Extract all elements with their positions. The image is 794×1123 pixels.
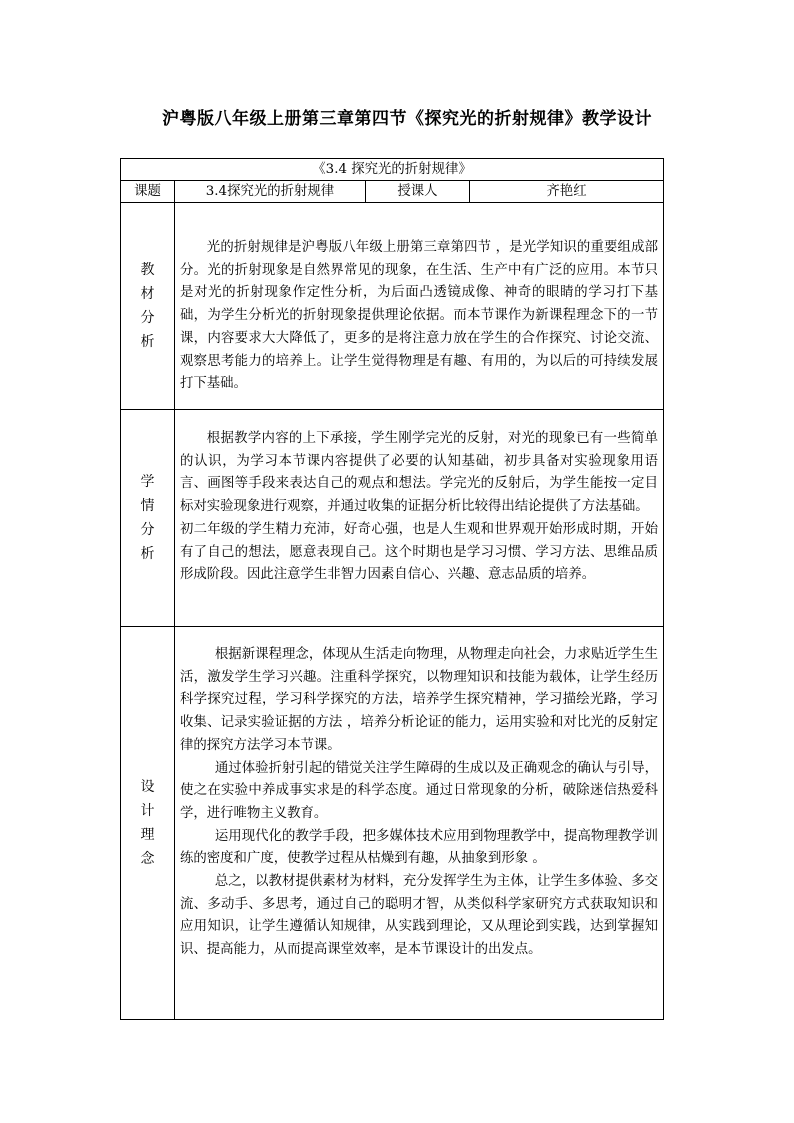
section-row-design-concept [121,627,664,1020]
section-label-textbook-analysis [121,203,175,410]
paragraph: 光的折射规律是沪粤版八年级上册第三章第四节 ，是光学知识的重要组成部分。光的折射现象是自然界常见的现象，在生活、生产中有广泛的应用。本节只是对光的折射现象作定性分析，为后面凸透镜成像、神奇的眼睛的学习打下基础，为学生分析光的折射现象提供理论依据。而本节课作为新课程理念下的一节课，内容要求大大降低了，更多的是将注意力放在学生的合作探究、讨论交流、观察思考能力的培养上。让学生觉得物理是有趣、有用的，为以后的可持续发展打下基础。 [180,240,659,392]
label-char: 分 [140,310,155,326]
paragraph: 通过体验折射引起的错觉关注学生障碍的生成以及正确观念的确认与引导，使之在实验中养成事实求是的科学态度。通过日常现象的分析，破除迷信热爱科学，进行唯物主义教育。 [180,760,659,821]
section-label-student-analysis [121,410,175,627]
section-row-student-analysis [121,410,664,627]
label-char: 材 [140,286,155,302]
teacher-value: 齐艳红 [470,181,664,203]
label-char: 教 [140,262,155,278]
section-body-student-analysis [175,410,664,627]
topic-label: 课题 [121,181,175,203]
paragraph: 根据教学内容的上下承接，学生刚学完光的反射，对光的现象已有一些简单的认识，为学习本节课内容提供了必要的认知基础，初步具备对实验现象用语言、画图等手段来表达自己的观点和想法。学完光的反射后，为学生能按一定目标对实验现象进行观察，并通过收集的证据分析比较得出结论提供了方法基础。 [180,431,659,515]
label-char: 计 [140,803,155,819]
topic-value: 3.4探究光的折射规律 [175,181,366,203]
paragraph: 运用现代化的教学手段，把多媒体技术应用到物理教学中，提高物理教学训练的密度和广度，使教学过程从枯燥到有趣，从抽象到形象 。 [180,828,659,867]
lesson-design-table [120,158,664,1020]
label-char: 学 [140,474,155,490]
section-row-textbook-analysis [121,203,664,410]
label-char: 析 [140,546,155,562]
section-body-design-concept [175,627,664,1020]
label-char: 析 [140,334,155,350]
paragraph: 根据新课程理念，体现从生活走向物理，从物理走向社会，力求贴近学生生活，激发学生学习兴趣。注重科学探究，以物理知识和技能为载体，让学生经历科学探究过程，学习科学探究的方法，培养学生探究精神，学习描绘光路，学习收集、记录实验证据的方法 ，培养分析论证的能力，运用实验和对比光的反射定律的探究方法学习本节课。 [180,647,659,753]
section-label-design-concept [121,627,175,1020]
label-char: 分 [140,522,155,538]
section-body-textbook-analysis [175,203,664,410]
label-char: 情 [140,498,155,514]
label-char: 设 [140,779,155,795]
label-char: 理 [140,827,155,843]
teacher-label: 授课人 [366,181,470,203]
label-char: 念 [140,851,155,867]
paragraph: 初二年级的学生精力充沛，好奇心强，也是人生观和世界观开始形成时期，开始有了自己的想法，愿意表现自己。这个时期也是学习习惯、学习方法、思维品质形成阶段。因此注意学生非智力因素自信心、兴趣、意志品质的培养。 [180,521,659,583]
document-title: 沪粤版八年级上册第三章第四节《探究光的折射规律》教学设计 [162,109,652,129]
paragraph: 总之，以教材提供素材为材料，充分发挥学生为主体，让学生多体验、多交流、多动手、多思考，通过自己的聪明才智，从类似科学家研究方式获取知识和应用知识，让学生遵循认知规律，从实践到理论，又从理论到实践，达到掌握知识、提高能力，从而提高课堂效率，是本节课设计的出发点。 [180,874,659,958]
table-caption: 《3.4 探究光的折射规律》 [121,159,664,181]
